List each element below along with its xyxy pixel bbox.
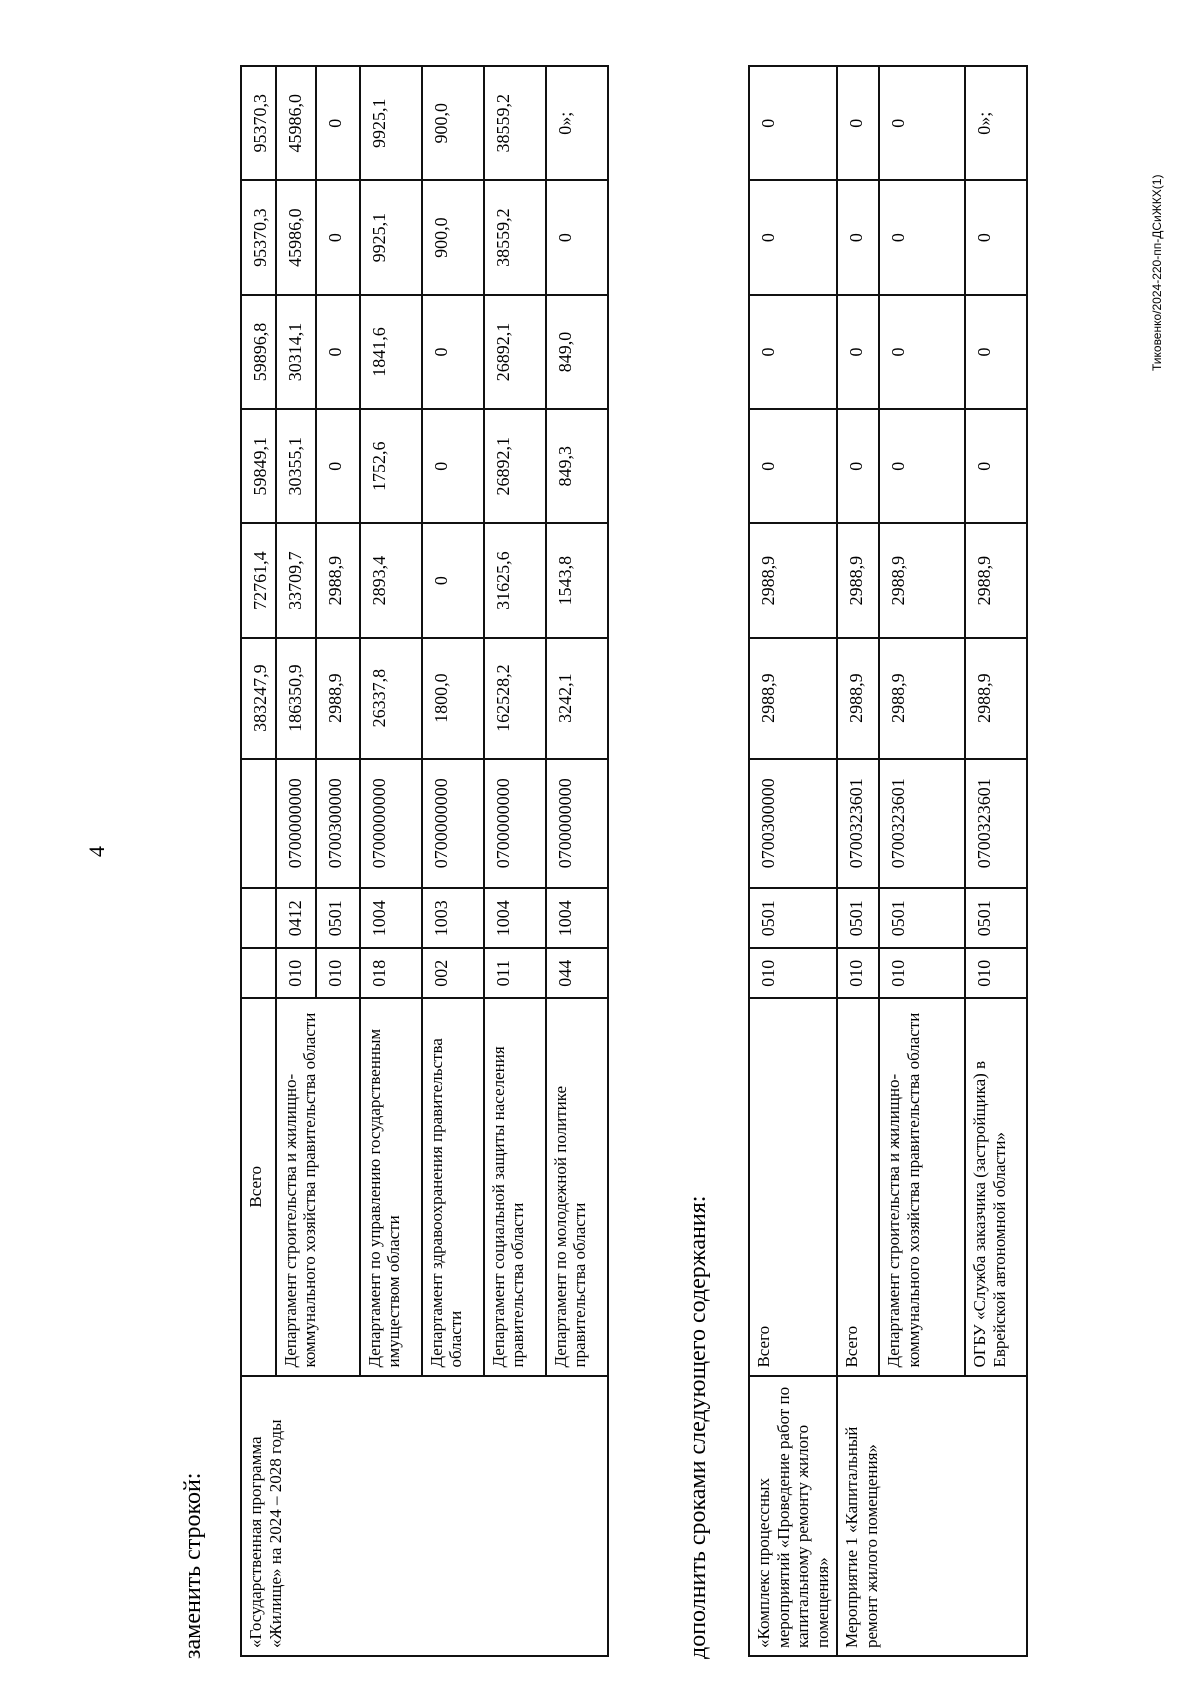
value-cell: 1543,8 — [546, 523, 608, 637]
row-label: Департамент по молодежной политике правительства области — [546, 998, 608, 1376]
row-label: Департамент здравоохранения правительства области — [422, 998, 484, 1376]
value-cell: 2893,4 — [360, 523, 422, 637]
value-cell: 0 — [749, 295, 837, 409]
page-number: 4 — [84, 846, 109, 857]
gr-cell: 002 — [422, 948, 484, 998]
gr-cell: 011 — [484, 948, 546, 998]
rz-cell: 0501 — [837, 888, 879, 948]
csr-cell: 0700000000 — [276, 759, 316, 888]
gr-cell — [241, 948, 276, 998]
csr-cell: 0700000000 — [422, 759, 484, 888]
value-cell: 900,0 — [422, 66, 484, 180]
csr-cell: 0700323601 — [837, 759, 879, 888]
csr-cell — [241, 759, 276, 888]
heading-replace: заменить строкой: — [180, 1472, 206, 1659]
value-cell: 0»; — [965, 66, 1027, 180]
csr-cell: 0700323601 — [879, 759, 965, 888]
rz-cell: 0501 — [965, 888, 1027, 948]
rz-cell: 0501 — [316, 888, 360, 948]
row-label: Всего — [749, 998, 837, 1376]
value-cell: 2988,9 — [837, 523, 879, 637]
document-footer: Тиковенко/2024-220-пп-ДСиЖКХ(1) — [1150, 174, 1164, 371]
value-cell: 2988,9 — [837, 638, 879, 759]
gr-cell: 010 — [837, 948, 879, 998]
value-cell: 9925,1 — [360, 180, 422, 294]
value-cell: 3242,1 — [546, 638, 608, 759]
value-cell: 1841,6 — [360, 295, 422, 409]
value-cell: 1800,0 — [422, 638, 484, 759]
value-cell: 30314,1 — [276, 295, 316, 409]
rz-cell: 0412 — [276, 888, 316, 948]
rz-cell: 0501 — [749, 888, 837, 948]
csr-cell: 0700300000 — [316, 759, 360, 888]
value-cell: 0 — [879, 409, 965, 523]
gr-cell: 010 — [879, 948, 965, 998]
rz-cell — [241, 888, 276, 948]
rz-cell: 0501 — [879, 888, 965, 948]
complex-name: «Комплекс процессных мероприятий «Проведение работ по капитальному ремонту жилого помещения» — [749, 1376, 837, 1656]
value-cell: 26892,1 — [484, 295, 546, 409]
csr-cell: 0700000000 — [546, 759, 608, 888]
row-label: Департамент строительства и жилищно-коммунального хозяйства правительства области — [276, 998, 360, 1376]
value-cell: 0 — [837, 409, 879, 523]
value-cell: 0 — [422, 409, 484, 523]
row-label: Департамент социальной защиты населения правительства области — [484, 998, 546, 1376]
value-cell: 33709,7 — [276, 523, 316, 637]
value-cell: 2988,9 — [879, 523, 965, 637]
row-label: Департамент строительства и жилищно-коммунального хозяйства правительства области — [879, 998, 965, 1376]
row-label: Департамент по управлению государственным имуществом области — [360, 998, 422, 1376]
value-cell: 2988,9 — [749, 638, 837, 759]
value-cell: 0 — [316, 409, 360, 523]
value-cell: 2988,9 — [965, 638, 1027, 759]
value-cell: 0 — [965, 180, 1027, 294]
csr-cell: 0700323601 — [965, 759, 1027, 888]
heading-add: дополнить сроками следующего содержания: — [685, 1195, 711, 1659]
table-row — [241, 66, 276, 1656]
gr-cell: 044 — [546, 948, 608, 998]
value-cell: 2988,9 — [316, 638, 360, 759]
value-cell: 26892,1 — [484, 409, 546, 523]
value-cell: 2988,9 — [879, 638, 965, 759]
csr-cell: 0700000000 — [484, 759, 546, 888]
row-label: Всего — [837, 998, 879, 1376]
value-cell: 0 — [965, 295, 1027, 409]
value-cell: 849,0 — [546, 295, 608, 409]
program-name: «Государственная программа «Жилище» на 2024 – 2028 годы — [241, 1376, 608, 1656]
value-cell: 162528,2 — [484, 638, 546, 759]
value-cell: 0 — [837, 295, 879, 409]
program-table — [240, 65, 609, 1657]
value-cell: 0 — [422, 523, 484, 637]
value-cell: 59896,8 — [241, 295, 276, 409]
value-cell: 186350,9 — [276, 638, 316, 759]
rz-cell: 1004 — [360, 888, 422, 948]
value-cell: 95370,3 — [241, 66, 276, 180]
value-cell: 0 — [422, 295, 484, 409]
value-cell: 900,0 — [422, 180, 484, 294]
value-cell: 849,3 — [546, 409, 608, 523]
complex-table — [748, 65, 1028, 1657]
value-cell: 95370,3 — [241, 180, 276, 294]
row-label: ОГБУ «Служба заказчика (застройщика) в Еврейской автономной области» — [965, 998, 1027, 1376]
value-cell: 0 — [546, 180, 608, 294]
value-cell: 1752,6 — [360, 409, 422, 523]
value-cell: 0 — [879, 295, 965, 409]
value-cell: 72761,4 — [241, 523, 276, 637]
table-row — [749, 66, 837, 1656]
value-cell: 59849,1 — [241, 409, 276, 523]
csr-cell: 0700300000 — [749, 759, 837, 888]
value-cell: 45986,0 — [276, 66, 316, 180]
value-cell: 9925,1 — [360, 66, 422, 180]
csr-cell: 0700000000 — [360, 759, 422, 888]
value-cell: 45986,0 — [276, 180, 316, 294]
value-cell: 0 — [749, 180, 837, 294]
value-cell: 38559,2 — [484, 66, 546, 180]
value-cell: 0 — [837, 180, 879, 294]
value-cell: 0 — [879, 180, 965, 294]
value-cell: 26337,8 — [360, 638, 422, 759]
value-cell: 0 — [965, 409, 1027, 523]
value-cell: 0 — [837, 66, 879, 180]
value-cell: 0»; — [546, 66, 608, 180]
value-cell: 0 — [316, 66, 360, 180]
gr-cell: 010 — [276, 948, 316, 998]
rz-cell: 1004 — [546, 888, 608, 948]
gr-cell: 010 — [965, 948, 1027, 998]
value-cell: 31625,6 — [484, 523, 546, 637]
row-label: Всего — [241, 998, 276, 1376]
value-cell: 38559,2 — [484, 180, 546, 294]
gr-cell: 018 — [360, 948, 422, 998]
gr-cell: 010 — [749, 948, 837, 998]
table-row — [837, 66, 879, 1656]
value-cell: 0 — [316, 180, 360, 294]
value-cell: 0 — [749, 66, 837, 180]
value-cell: 2988,9 — [965, 523, 1027, 637]
rz-cell: 1004 — [484, 888, 546, 948]
value-cell: 30355,1 — [276, 409, 316, 523]
gr-cell: 010 — [316, 948, 360, 998]
value-cell: 0 — [879, 66, 965, 180]
value-cell: 383247,9 — [241, 638, 276, 759]
value-cell: 2988,9 — [316, 523, 360, 637]
rz-cell: 1003 — [422, 888, 484, 948]
value-cell: 2988,9 — [749, 523, 837, 637]
measure-name: Мероприятие 1 «Капитальный ремонт жилого помещения» — [837, 1376, 1027, 1656]
value-cell: 0 — [749, 409, 837, 523]
value-cell: 0 — [316, 295, 360, 409]
